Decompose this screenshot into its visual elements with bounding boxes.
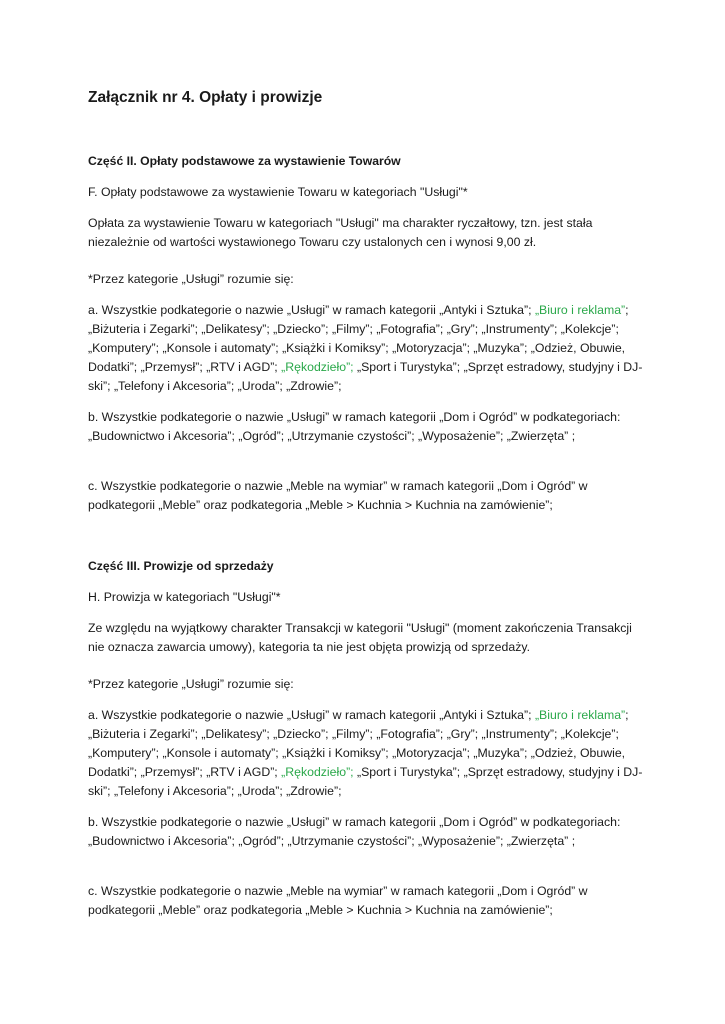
part2-intro: Opłata za wystawienie Towaru w kategoriach "Usługi" ma charakter ryczałtowy, tzn. jest stała niezależnie od wartości wystawionego Towaru czy ustalonych cen i wynosi 9,00 zł. <box>88 216 593 249</box>
part2-item-c: c. Wszystkie podkategorie o nazwie „Meble na wymiar” w ramach kategorii „Dom i Ogród” w podkategorii „Meble” oraz podkategoria „Meble > Kuchnia > Kuchnia na zamówienie”; <box>88 479 588 512</box>
item-a-highlight-rekodzielo: „Rękodzieło”; <box>281 360 354 374</box>
part3-intro: Ze względu na wyjątkowy charakter Transakcji w kategorii "Usługi" (moment zakończenia Transakcji nie oznacza zawarcia umowy), kategoria ta nie jest objęta prowizją od sprzedaży. <box>88 621 632 654</box>
part3-item-b: b. Wszystkie podkategorie o nazwie „Usługi” w ramach kategorii „Dom i Ogród” w podkategoriach: „Budownictwo i Akcesoria”; „Ogród”; „Utrzymanie czystości”; „Wyposażenie”; „Zwierzęta” ; <box>88 815 621 848</box>
item-a-text-middle: ; „Biżuteria i Zegarki”; „Delikatesy”; „Dziecko”; „Filmy”; „Fotografia”; „Gry”; „Instrumenty”; „Kolekcje”; „Komputery”; „Konsole i automaty”; „Książki i Komiksy”; „Motoryzacja”; „Muzyka”; „Odzież, Obuwie, Dodatki”; „Przemysł”; „RTV i AGD”; <box>88 708 629 779</box>
item-a-text-start: a. Wszystkie podkategorie o nazwie „Usługi” w ramach kategorii „Antyki i Sztuka”; <box>88 708 535 722</box>
item-a-highlight-rekodzielo: „Rękodzieło”; <box>281 765 354 779</box>
part3-item-a <box>88 706 643 801</box>
item-a-text-end: „Sport i Turystyka”; „Sprzęt estradowy, studyjny i DJ-ski”; „Telefony i Akcesoria”; „Uroda”; „Zdrowie”; <box>88 360 643 393</box>
part2-heading: Część II. Opłaty podstawowe za wystawienie Towarów <box>88 154 401 168</box>
item-a-highlight-biuro: „Biuro i reklama” <box>534 708 626 722</box>
part2-item-b: b. Wszystkie podkategorie o nazwie „Usługi” w ramach kategorii „Dom i Ogród” w podkategoriach: „Budownictwo i Akcesoria”; „Ogród”; „Utrzymanie czystości”; „Wyposażenie”; „Zwierzęta” ; <box>88 410 621 443</box>
part3-item-c: c. Wszystkie podkategorie o nazwie „Meble na wymiar” w ramach kategorii „Dom i Ogród” w podkategorii „Meble” oraz podkategoria „Meble > Kuchnia > Kuchnia na zamówienie”; <box>88 884 588 917</box>
part3-note: *Przez kategorie „Usługi” rozumie się: <box>88 677 294 691</box>
part3-subheading: H. Prowizja w kategoriach "Usługi"* <box>88 590 281 604</box>
item-a-text-end: „Sport i Turystyka”; „Sprzęt estradowy, studyjny i DJ-ski”; „Telefony i Akcesoria”; „Uroda”; „Zdrowie”; <box>88 765 643 798</box>
part2-subheading: F. Opłaty podstawowe za wystawienie Towaru w kategoriach "Usługi"* <box>88 185 468 199</box>
item-a-highlight-biuro: „Biuro i reklama” <box>534 303 626 317</box>
part2-note: *Przez kategorie „Usługi” rozumie się: <box>88 272 294 286</box>
item-a-text-start: a. Wszystkie podkategorie o nazwie „Usługi” w ramach kategorii „Antyki i Sztuka”; <box>88 303 535 317</box>
part3-heading: Część III. Prowizje od sprzedaży <box>88 559 274 573</box>
item-a-text-middle: ; „Biżuteria i Zegarki”; „Delikatesy”; „Dziecko”; „Filmy”; „Fotografia”; „Gry”; „Instrumenty”; „Kolekcje”; „Komputery”; „Konsole i automaty”; „Książki i Komiksy”; „Motoryzacja”; „Muzyka”; „Odzież, Obuwie, Dodatki”; „Przemysł”; „RTV i AGD”; <box>88 303 629 374</box>
document-title: Załącznik nr 4. Opłaty i prowizje <box>88 89 323 106</box>
part2-item-a <box>88 301 643 396</box>
